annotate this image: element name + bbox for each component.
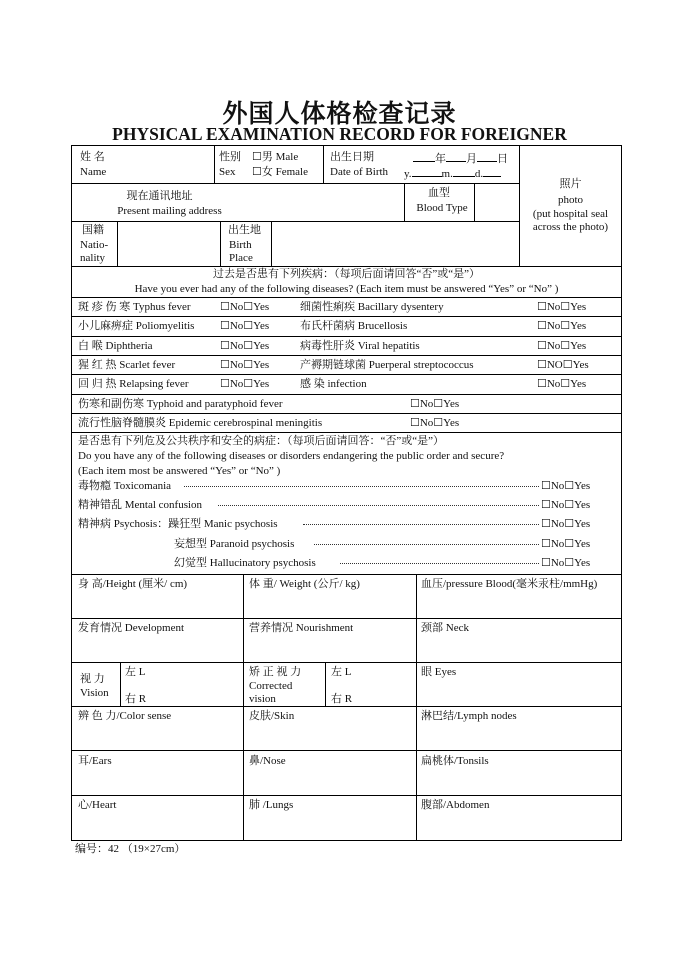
disease-check[interactable]: ☐No☐Yes	[537, 320, 587, 332]
dob-cn-fields[interactable]: 年 月 日	[413, 151, 508, 166]
dob-en-fields[interactable]: y. m. d.	[404, 166, 501, 181]
birthplace-label-en-2: Place	[229, 252, 253, 264]
height-label: 身 高/Height (厘米/ cm)	[78, 578, 188, 590]
disorder-check[interactable]: ☐No☐Yes	[541, 480, 591, 492]
disease-row-left: 小儿麻痹症 Poliomyelitis	[78, 320, 195, 332]
disorder-row	[78, 480, 620, 494]
nose-label: 鼻/Nose	[249, 755, 286, 767]
nationality-label-en-1: Natio-	[80, 239, 109, 251]
disorders-question-en: Do you have any of the following diseases or disorders endangering the public order and secure?	[78, 450, 505, 462]
disorders-question-en-2: (Each item most be answered “Yes” or “No” )	[78, 465, 281, 477]
disorder-label: 精神错乱 Mental confusion	[78, 499, 203, 511]
disease-check[interactable]: ☐No☐Yes	[537, 378, 587, 390]
development-label: 发育情况 Development	[78, 622, 185, 634]
disease-row-left: 斑 疹 伤 寒 Typhus fever	[78, 301, 191, 313]
dob-label-cn: 出生日期	[330, 151, 374, 163]
nationality-field[interactable]	[119, 224, 218, 264]
birthplace-field[interactable]	[273, 224, 518, 264]
vision-label-en: Vision	[80, 687, 109, 699]
address-label-cn: 现在通讯地址	[126, 190, 193, 202]
disorders-question-cn: 是否患有下列危及公共秩序和安全的病症：（每项后面请回答：“否”或“是”）	[78, 435, 445, 447]
name-label-cn: 姓 名	[80, 151, 105, 163]
disease-row-left: 白 喉 Diphtheria	[78, 340, 153, 352]
blood-type-field[interactable]	[476, 186, 518, 219]
skin-label: 皮肤/Skin	[249, 710, 295, 722]
birthplace-label-cn: 出生地	[228, 224, 261, 236]
disorder-label: 毒物瘾 Toxicomania	[78, 480, 172, 492]
disorder-row	[78, 538, 620, 552]
disease-check[interactable]: ☐No☐Yes	[537, 301, 587, 313]
disorder-check[interactable]: ☐No☐Yes	[541, 538, 591, 550]
tonsils-label: 扁桃体/Tonsils	[421, 755, 489, 767]
diseases-question-en: Have you ever had any of the following diseases? (Each item must be answered “Yes” or “No” )	[134, 283, 559, 295]
disease-check[interactable]: ☐No☐Yes	[220, 378, 270, 390]
photo-label-cn: 照片	[559, 178, 582, 190]
sex-label-cn: 性别	[219, 151, 241, 163]
disease-check[interactable]: ☐No☐Yes	[220, 301, 270, 313]
disease-row-right: 布氏杆菌病 Brucellosis	[300, 320, 408, 332]
disease-typhoid: 伤寒和副伤寒 Typhoid and paratyphoid fever	[78, 398, 283, 410]
address-field[interactable]	[210, 186, 400, 219]
disease-row-left: 猩 红 热 Scarlet fever	[78, 359, 176, 371]
disease-check[interactable]: ☐NO☐Yes	[537, 359, 589, 371]
blood-type-label-en: Blood Type	[416, 202, 468, 214]
sex-female-checkbox[interactable]: ☐女 Female	[252, 166, 308, 178]
photo-note: (put hospital seal across the photo)	[532, 208, 609, 233]
disorder-row	[78, 557, 620, 571]
nourishment-label: 营养情况 Nourishment	[249, 622, 354, 634]
lungs-label: 肺 /Lungs	[249, 799, 294, 811]
nationality-label-cn: 国籍	[82, 224, 104, 236]
abdomen-label: 腹部/Abdomen	[421, 799, 490, 811]
vision-right-label: 右 R	[125, 693, 147, 705]
nationality-label-en-2: nality	[80, 252, 106, 264]
color-sense-label: 辨 色 力/Color sense	[78, 710, 172, 722]
corrected-vision-label-en-1: Corrected	[249, 680, 293, 692]
disorder-label: 精神病 Psychosis：躁狂型 Manic psychosis	[78, 518, 278, 530]
page-title-chinese: 外国人体格检查记录	[222, 99, 457, 128]
disorder-row	[78, 499, 620, 513]
disease-check[interactable]: ☐No☐Yes	[537, 340, 587, 352]
ears-label: 耳/Ears	[78, 755, 112, 767]
blood-pressure-label: 血压/pressure Blood(毫米汞柱/mmHg)	[421, 578, 598, 590]
dob-label-en: Date of Birth	[330, 166, 389, 178]
disease-row-right: 病毒性肝炎 Viral hepatitis	[300, 340, 420, 352]
disorder-check[interactable]: ☐No☐Yes	[541, 518, 591, 530]
disease-row-right: 细菌性痢疾 Bacillary dysentery	[300, 301, 444, 313]
sex-male-checkbox[interactable]: ☐男 Male	[252, 151, 299, 163]
heart-label: 心/Heart	[78, 799, 117, 811]
page-title-english: PHYSICAL EXAMINATION RECORD FOR FOREIGNER	[112, 124, 567, 144]
weight-label: 体 重/ Weight (公斤/ kg)	[249, 578, 360, 590]
name-field[interactable]	[117, 148, 212, 181]
disorder-row	[78, 518, 620, 532]
eyes-label: 眼 Eyes	[421, 666, 457, 678]
corrected-left-label: 左 L	[331, 666, 352, 678]
disease-check[interactable]: ☐No☐Yes	[220, 340, 270, 352]
sex-label-en: Sex	[219, 166, 236, 178]
neck-label: 颈部 Neck	[421, 622, 469, 634]
disorder-label: 幻觉型 Hallucinatory psychosis	[174, 557, 316, 569]
blood-type-label-cn: 血型	[428, 187, 450, 199]
disease-row-right: 感 染 infection	[300, 378, 367, 390]
name-label-en: Name	[80, 166, 107, 178]
corrected-right-label: 右 R	[331, 693, 353, 705]
disease-row-left: 回 归 热 Relapsing fever	[78, 378, 189, 390]
photo-label-en: photo	[557, 194, 584, 206]
form-number: 编号：42 （19×27cm）	[75, 843, 186, 855]
corrected-vision-label-cn: 矫 正 视 力	[249, 666, 302, 678]
disorder-check[interactable]: ☐No☐Yes	[541, 499, 591, 511]
disease-row-right: 产褥期链球菌 Puerperal streptococcus	[300, 359, 474, 371]
corrected-vision-label-en-2: vision	[249, 693, 276, 705]
disorder-check[interactable]: ☐No☐Yes	[541, 557, 591, 569]
disease-check[interactable]: ☐No☐Yes	[410, 398, 460, 410]
disease-check[interactable]: ☐No☐Yes	[220, 359, 270, 371]
lymph-nodes-label: 淋巴结/Lymph nodes	[421, 710, 517, 722]
disease-meningitis: 流行性脑脊髓膜炎 Epidemic cerebrospinal meningitis	[78, 417, 323, 429]
diseases-question-cn: 过去是否患有下列疾病：（每项后面请回答“否”或“是”）	[212, 268, 481, 280]
vision-label-cn: 视 力	[80, 673, 105, 685]
address-label-en: Present mailing address	[117, 205, 222, 217]
vision-left-label: 左 L	[125, 666, 146, 678]
disorder-label: 妄想型 Paranoid psychosis	[174, 538, 295, 550]
birthplace-label-en-1: Birth	[229, 239, 252, 251]
disease-check[interactable]: ☐No☐Yes	[220, 320, 270, 332]
disease-check[interactable]: ☐No☐Yes	[410, 417, 460, 429]
